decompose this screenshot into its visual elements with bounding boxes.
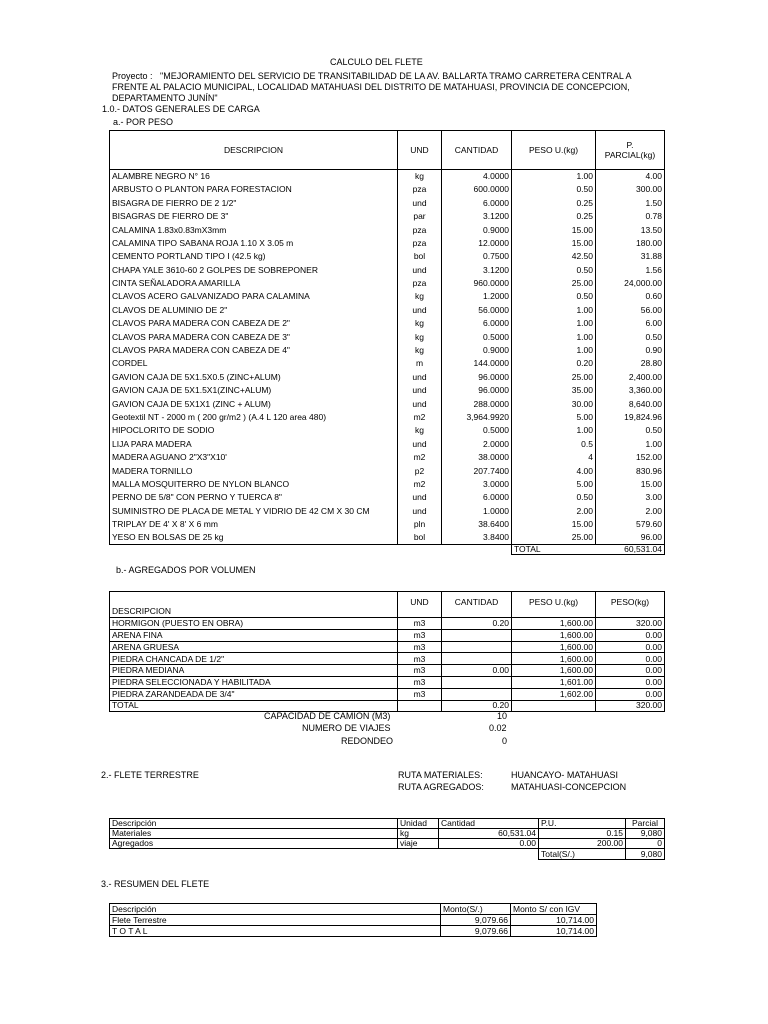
route-materials-value: HUANCAYO- MATAHUASI: [511, 770, 619, 780]
summary-cell-description: Flete Terrestre: [110, 915, 441, 926]
cell-unit: kg: [398, 317, 442, 330]
cell-unit-weight: 1.00: [512, 170, 596, 183]
cell-quantity: 144.0000: [442, 357, 512, 370]
cell-unit-weight: 0.25: [512, 196, 596, 209]
cell-unit-weight: 0.50: [512, 263, 596, 276]
cell-partial-weight: 96.00: [596, 531, 665, 544]
cell-unit: kg: [398, 424, 442, 437]
cell-quantity: 3.0000: [442, 477, 512, 490]
cell-partial-weight: 3.00: [596, 491, 665, 504]
material-row: [110, 303, 665, 316]
section-1-title: 1.0.- DATOS GENERALES DE CARGA: [102, 104, 260, 114]
aggregate-row: [110, 653, 665, 665]
cell-unit: bol: [398, 531, 442, 544]
cell-unit: kg: [398, 344, 442, 357]
material-row: [110, 223, 665, 236]
cell-unit: kg: [398, 330, 442, 343]
cell-description: PIEDRA ZARANDEADA DE 3/4": [110, 688, 398, 700]
summary-header-amount-igv: Monto S/ con IGV: [511, 904, 597, 915]
cell-partial-weight: 0.78: [596, 210, 665, 223]
cell-quantity: [442, 653, 512, 665]
aggregate-row: [110, 688, 665, 700]
summary-cell-amount: 9,079.66: [441, 926, 511, 937]
freight-header-quantity: Cantidad: [439, 819, 539, 829]
cell-description: Geotextil NT - 2000 m ( 200 gr/m2 ) (A.4 L 120 area 480): [110, 411, 398, 424]
summary-cell-amount: 9,079.66: [441, 915, 511, 926]
freight-cell-description: Materiales: [110, 829, 398, 839]
cell-quantity: 4.0000: [442, 170, 512, 183]
cell-unit: pza: [398, 236, 442, 249]
freight-header-unit-price: P.U.: [539, 819, 626, 829]
cell-partial-weight: 0.50: [596, 424, 665, 437]
cell-unit: m2: [398, 411, 442, 424]
cell-weight: 0.00: [596, 641, 665, 653]
summary-header-amount: Monto(S/.): [441, 904, 511, 915]
cell-description: PERNO DE 5/8" CON PERNO Y TUERCA 8": [110, 491, 398, 504]
trips-value: 0.02: [489, 723, 507, 733]
cell-unit: m3: [398, 618, 442, 630]
cell-unit: und: [398, 303, 442, 316]
cell-unit-weight: 0.5: [512, 437, 596, 450]
cell-unit-weight: 0.50: [512, 183, 596, 196]
header-partial-line-2: PARCIAL(kg): [604, 150, 656, 160]
section-b-title: b.- AGREGADOS POR VOLUMEN: [116, 565, 256, 575]
cell-quantity: 0.7500: [442, 250, 512, 263]
cell-partial-weight: 4.00: [596, 170, 665, 183]
cell-description: CLAVOS DE ALUMINIO DE 2": [110, 303, 398, 316]
freight-cell-unit: kg: [398, 829, 439, 839]
cell-partial-weight: 300.00: [596, 183, 665, 196]
project-line-3: DEPARTAMENTO JUNÍN": [112, 93, 218, 103]
cell-quantity: 960.0000: [442, 277, 512, 290]
aggregate-row: [110, 629, 665, 641]
cell-unit-weight: 35.00: [512, 384, 596, 397]
cell-description: GAVION CAJA DE 5X1X1 (ZINC + ALUM): [110, 397, 398, 410]
cell-partial-weight: 0.90: [596, 344, 665, 357]
cell-partial-weight: 2.00: [596, 504, 665, 517]
cell-description: CLAVOS PARA MADERA CON CABEZA DE 4": [110, 344, 398, 357]
material-row: [110, 397, 665, 410]
cell-unit-weight: 1,601.00: [512, 676, 596, 688]
summary-table: [109, 903, 597, 937]
freight-cell-partial: 9,080: [626, 829, 665, 839]
cell-unit-weight: 1,600.00: [512, 629, 596, 641]
cell-description: CLAVOS ACERO GALVANIZADO PARA CALAMINA: [110, 290, 398, 303]
cell-quantity: 0.9000: [442, 344, 512, 357]
material-row: [110, 263, 665, 276]
cell-quantity: 38.0000: [442, 451, 512, 464]
cell-weight: 0.00: [596, 688, 665, 700]
b-header-weight: PESO(kg): [596, 592, 665, 618]
material-row: [110, 531, 665, 544]
b-header-unit-weight: PESO U.(kg): [512, 592, 596, 618]
section-2-title: 2.- FLETE TERRESTRE: [101, 770, 199, 780]
cell-quantity: 0.5000: [442, 424, 512, 437]
cell-unit-weight: 0.50: [512, 290, 596, 303]
cell-unit-weight: 1.00: [512, 424, 596, 437]
freight-cell-quantity: 0.00: [439, 839, 539, 849]
material-row: [110, 236, 665, 249]
cell-unit: und: [398, 491, 442, 504]
cell-unit: pza: [398, 277, 442, 290]
cell-partial-weight: 13.50: [596, 223, 665, 236]
total-label: TOTAL: [512, 544, 596, 554]
material-row: [110, 424, 665, 437]
cell-partial-weight: 56.00: [596, 303, 665, 316]
b-header-unit: UND: [398, 592, 442, 618]
cell-quantity: [442, 629, 512, 641]
cell-quantity: 3.1200: [442, 263, 512, 276]
cell-unit: pza: [398, 223, 442, 236]
cell-unit: m3: [398, 653, 442, 665]
cell-partial-weight: 6.00: [596, 317, 665, 330]
cell-description: YESO EN BOLSAS DE 25 kg: [110, 531, 398, 544]
cell-unit: m3: [398, 629, 442, 641]
cell-quantity: [442, 676, 512, 688]
cell-partial-weight: 15.00: [596, 477, 665, 490]
cell-unit: p2: [398, 464, 442, 477]
freight-cell-unit-price: 200.00: [539, 839, 626, 849]
cell-quantity: 0.20: [442, 618, 512, 630]
cell-unit: und: [398, 196, 442, 209]
cell-quantity: 38.6400: [442, 518, 512, 531]
cell-weight: 320.00: [596, 618, 665, 630]
cell-description: CORDEL: [110, 357, 398, 370]
material-row: [110, 250, 665, 263]
b-total-quantity: 0.20: [442, 700, 512, 711]
cell-weight: 0.00: [596, 676, 665, 688]
cell-description: BISAGRAS DE FIERRO DE 3": [110, 210, 398, 223]
aggregate-row: [110, 665, 665, 677]
cell-quantity: 3.1200: [442, 210, 512, 223]
cell-unit-weight: 1.00: [512, 330, 596, 343]
freight-cell-unit: viaje: [398, 839, 439, 849]
cell-quantity: 1.2000: [442, 290, 512, 303]
cell-description: GAVION CAJA DE 5X1.5X0.5 (ZINC+ALUM): [110, 370, 398, 383]
material-row: [110, 170, 665, 183]
capacity-label: CAPACIDAD DE CAMION (M3): [264, 711, 391, 721]
cell-unit: und: [398, 263, 442, 276]
cell-description: PIEDRA MEDIANA: [110, 665, 398, 677]
cell-unit-weight: 1,600.00: [512, 641, 596, 653]
cell-description: CLAVOS PARA MADERA CON CABEZA DE 2": [110, 317, 398, 330]
cell-quantity: 96.0000: [442, 384, 512, 397]
cell-weight: 0.00: [596, 653, 665, 665]
cell-quantity: 6.0000: [442, 196, 512, 209]
cell-unit-weight: 5.00: [512, 477, 596, 490]
cell-unit-weight: 4.00: [512, 464, 596, 477]
header-unit: UND: [398, 131, 442, 170]
cell-unit: m3: [398, 676, 442, 688]
header-partial-weight: [596, 131, 665, 170]
material-row: [110, 317, 665, 330]
cell-description: MALLA MOSQUITERRO DE NYLON BLANCO: [110, 477, 398, 490]
material-row: [110, 451, 665, 464]
material-row: [110, 477, 665, 490]
section-3-title: 3.- RESUMEN DEL FLETE: [101, 879, 210, 889]
material-row: [110, 504, 665, 517]
b-total-weight: 320.00: [596, 700, 665, 711]
cell-partial-weight: 31.88: [596, 250, 665, 263]
cell-unit: und: [398, 437, 442, 450]
cell-unit-weight: 0.50: [512, 491, 596, 504]
cell-quantity: 3.8400: [442, 531, 512, 544]
cell-partial-weight: 0.60: [596, 290, 665, 303]
cell-description: ALAMBRE NEGRO N° 16: [110, 170, 398, 183]
project-label: Proyecto :: [112, 71, 153, 81]
round-label: REDONDEO: [341, 736, 394, 746]
freight-header-description: Descripción: [110, 819, 398, 829]
cell-partial-weight: 19,824.96: [596, 411, 665, 424]
volume-table: [109, 591, 665, 712]
cell-unit-weight: 1.00: [512, 303, 596, 316]
cell-quantity: 207.7400: [442, 464, 512, 477]
freight-total-label: Total(S/.): [539, 849, 626, 860]
cell-unit: kg: [398, 170, 442, 183]
cell-quantity: [442, 641, 512, 653]
header-unit-weight: PESO U.(kg): [512, 131, 596, 170]
material-row: [110, 518, 665, 531]
freight-row-materials: [110, 829, 665, 839]
cell-description: LIJA PARA MADERA: [110, 437, 398, 450]
cell-unit: par: [398, 210, 442, 223]
freight-header-unit: Unidad: [398, 819, 439, 829]
b-header-quantity: CANTIDAD: [442, 592, 512, 618]
cell-description: MADERA TORNILLO: [110, 464, 398, 477]
section-a-title: a.- POR PESO: [113, 117, 174, 127]
cell-quantity: 3,964.9920: [442, 411, 512, 424]
cell-unit-weight: 5.00: [512, 411, 596, 424]
cell-description: ARENA GRUESA: [110, 641, 398, 653]
cell-quantity: 1.0000: [442, 504, 512, 517]
summary-row-total: [110, 926, 597, 937]
cell-unit-weight: 1,600.00: [512, 665, 596, 677]
cell-unit-weight: 1.00: [512, 344, 596, 357]
cell-unit-weight: 42.50: [512, 250, 596, 263]
cell-partial-weight: 830.96: [596, 464, 665, 477]
cell-partial-weight: 3,360.00: [596, 384, 665, 397]
material-row: [110, 183, 665, 196]
freight-total-value: 9,080: [626, 849, 665, 860]
cell-partial-weight: 2,400.00: [596, 370, 665, 383]
cell-unit-weight: 1,600.00: [512, 653, 596, 665]
cell-partial-weight: 152.00: [596, 451, 665, 464]
cell-quantity: 6.0000: [442, 491, 512, 504]
b-header-description: DESCRIPCION: [110, 592, 398, 618]
cell-description: HORMIGON (PUESTO EN OBRA): [110, 618, 398, 630]
cell-unit: m2: [398, 451, 442, 464]
document-title: CALCULO DEL FLETE: [330, 57, 423, 67]
cell-description: ARBUSTO O PLANTON PARA FORESTACION: [110, 183, 398, 196]
cell-description: CHAPA YALE 3610-60 2 GOLPES DE SOBREPONER: [110, 263, 398, 276]
cell-description: PIEDRA SELECCIONADA Y HABILITADA: [110, 676, 398, 688]
cell-quantity: 600.0000: [442, 183, 512, 196]
cell-unit-weight: 4: [512, 451, 596, 464]
header-partial-line-1: P.: [626, 139, 634, 150]
freight-row-aggregates: [110, 839, 665, 849]
cell-quantity: 6.0000: [442, 317, 512, 330]
cell-partial-weight: 1.00: [596, 437, 665, 450]
volume-table-body: [110, 618, 665, 701]
aggregate-row: [110, 618, 665, 630]
weight-table-body: [110, 170, 665, 545]
cell-description: CALAMINA TIPO SABANA ROJA 1.10 X 3.05 m: [110, 236, 398, 249]
cell-unit: m3: [398, 688, 442, 700]
cell-description: BISAGRA DE FIERRO DE 2 1/2": [110, 196, 398, 209]
material-row: [110, 196, 665, 209]
cell-unit: bol: [398, 250, 442, 263]
cell-unit: m: [398, 357, 442, 370]
aggregate-row: [110, 641, 665, 653]
freight-table: [109, 818, 665, 860]
cell-unit-weight: 0.25: [512, 210, 596, 223]
material-row: [110, 330, 665, 343]
summary-cell-amount-igv: 10,714.00: [511, 926, 597, 937]
cell-unit: und: [398, 384, 442, 397]
cell-unit: m2: [398, 477, 442, 490]
material-row: [110, 370, 665, 383]
cell-unit: m3: [398, 665, 442, 677]
freight-cell-quantity: 60,531.04: [439, 829, 539, 839]
weight-table: [109, 130, 665, 555]
cell-unit: kg: [398, 290, 442, 303]
cell-quantity: 288.0000: [442, 397, 512, 410]
material-row: [110, 437, 665, 450]
round-value: 0: [502, 736, 508, 746]
cell-description: SUMINISTRO DE PLACA DE METAL Y VIDRIO DE 42 CM X 30 CM: [110, 504, 398, 517]
cell-unit-weight: 0.20: [512, 357, 596, 370]
cell-quantity: 0.5000: [442, 330, 512, 343]
cell-partial-weight: 1.50: [596, 196, 665, 209]
cell-unit-weight: 15.00: [512, 223, 596, 236]
cell-unit: pln: [398, 518, 442, 531]
cell-quantity: 56.0000: [442, 303, 512, 316]
cell-unit-weight: 15.00: [512, 236, 596, 249]
cell-unit: m3: [398, 641, 442, 653]
cell-unit-weight: 25.00: [512, 370, 596, 383]
project-line-1: "MEJORAMIENTO DEL SERVICIO DE TRANSITABILIDAD DE LA AV. BALLARTA TRAMO CARRETERA CENTRAL A: [160, 71, 632, 81]
project-line-2: FRENTE AL PALACIO MUNICIPAL, LOCALIDAD MATAHUASI DEL DISTRITO DE MATAHUASI, PROVINCIA DE CONCEPCION,: [112, 82, 630, 92]
material-row: [110, 464, 665, 477]
cell-unit: und: [398, 370, 442, 383]
header-quantity: CANTIDAD: [442, 131, 512, 170]
cell-quantity: 2.0000: [442, 437, 512, 450]
cell-unit: pza: [398, 183, 442, 196]
cell-description: CEMENTO PORTLAND TIPO I (42.5 kg): [110, 250, 398, 263]
cell-description: MADERA AGUANO 2"X3"X10': [110, 451, 398, 464]
total-weight: 60,531.04: [596, 544, 665, 554]
cell-quantity: 12.0000: [442, 236, 512, 249]
cell-description: TRIPLAY DE 4' X 8' X 6 mm: [110, 518, 398, 531]
cell-description: GAVION CAJA DE 5X1.5X1(ZINC+ALUM): [110, 384, 398, 397]
cell-partial-weight: 28.80: [596, 357, 665, 370]
cell-partial-weight: 8,640.00: [596, 397, 665, 410]
material-row: [110, 290, 665, 303]
material-row: [110, 344, 665, 357]
cell-partial-weight: 180.00: [596, 236, 665, 249]
summary-cell-description: T O T A L: [110, 926, 441, 937]
b-total-label: TOTAL: [110, 700, 398, 711]
cell-unit-weight: 2.00: [512, 504, 596, 517]
cell-weight: 0.00: [596, 629, 665, 641]
material-row: [110, 277, 665, 290]
cell-description: CINTA SEÑALADORA AMARILLA: [110, 277, 398, 290]
capacity-value: 10: [497, 711, 508, 721]
cell-partial-weight: 579.60: [596, 518, 665, 531]
summary-row-freight: [110, 915, 597, 926]
cell-description: CALAMINA 1.83x0.83mX3mm: [110, 223, 398, 236]
summary-header-description: Descripción: [110, 904, 441, 915]
cell-description: HIPOCLORITO DE SODIO: [110, 424, 398, 437]
freight-cell-unit-price: 0.15: [539, 829, 626, 839]
cell-unit-weight: 25.00: [512, 277, 596, 290]
cell-partial-weight: 24,000.00: [596, 277, 665, 290]
route-aggregates-value: MATAHUASI-CONCEPCION: [511, 782, 627, 792]
cell-unit-weight: 1,600.00: [512, 618, 596, 630]
cell-description: ARENA FINA: [110, 629, 398, 641]
cell-quantity: [442, 688, 512, 700]
summary-cell-amount-igv: 10,714.00: [511, 915, 597, 926]
header-description: DESCRIPCION: [110, 131, 398, 170]
material-row: [110, 491, 665, 504]
cell-unit-weight: 25.00: [512, 531, 596, 544]
trips-label: NUMERO DE VIAJES: [302, 723, 391, 733]
aggregate-row: [110, 676, 665, 688]
cell-unit-weight: 30.00: [512, 397, 596, 410]
cell-partial-weight: 1.56: [596, 263, 665, 276]
material-row: [110, 384, 665, 397]
material-row: [110, 210, 665, 223]
cell-quantity: 0.00: [442, 665, 512, 677]
cell-quantity: 0.9000: [442, 223, 512, 236]
route-aggregates-label: RUTA AGREGADOS:: [398, 782, 484, 792]
route-materials-label: RUTA MATERIALES:: [398, 770, 483, 780]
cell-partial-weight: 0.50: [596, 330, 665, 343]
material-row: [110, 411, 665, 424]
cell-quantity: 96.0000: [442, 370, 512, 383]
cell-unit: und: [398, 504, 442, 517]
cell-description: CLAVOS PARA MADERA CON CABEZA DE 3": [110, 330, 398, 343]
cell-unit-weight: 1.00: [512, 317, 596, 330]
freight-cell-description: Agregados: [110, 839, 398, 849]
freight-cell-partial: 0: [626, 839, 665, 849]
freight-header-partial: Parcial: [626, 819, 665, 829]
cell-unit-weight: 15.00: [512, 518, 596, 531]
material-row: [110, 357, 665, 370]
cell-unit-weight: 1,602.00: [512, 688, 596, 700]
cell-unit: und: [398, 397, 442, 410]
cell-description: PIEDRA CHANCADA DE 1/2": [110, 653, 398, 665]
cell-weight: 0.00: [596, 665, 665, 677]
